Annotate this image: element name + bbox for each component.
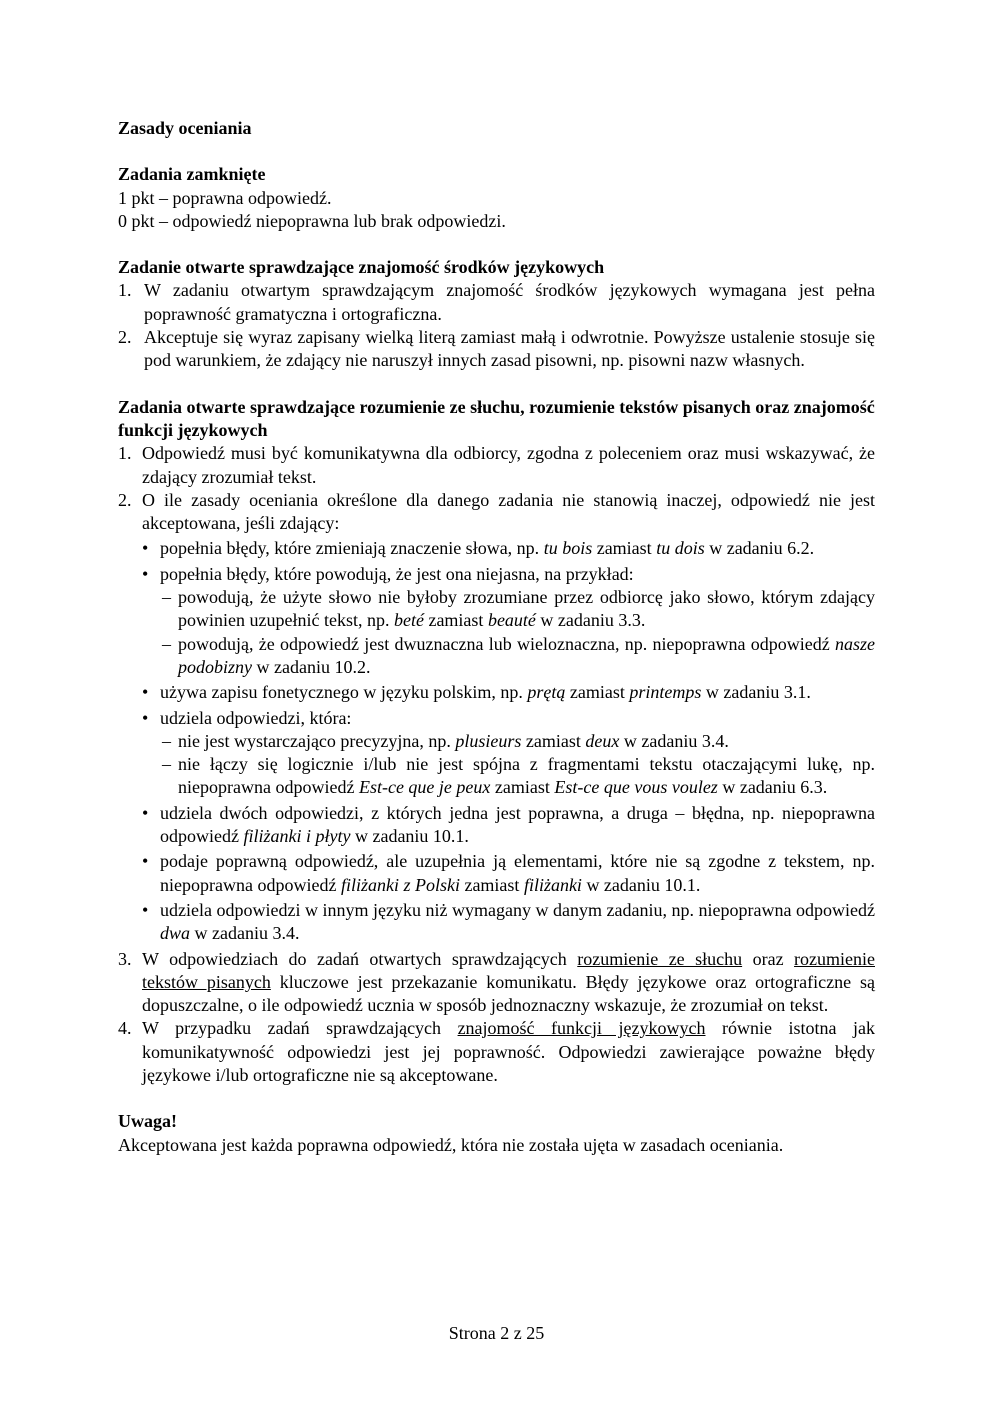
dash-item: – powodują, że odpowiedź jest dwuznaczna lub wieloznaczna, np. niepoprawna odpowiedź nasze podobizny w zadaniu 10.2.: [162, 633, 875, 677]
bullet-item: • udziela odpowiedzi w innym języku niż wymagany w danym zadaniu, np. niepoprawna odpowiedź dwa w zadaniu 3.4.: [142, 899, 875, 944]
note-heading: Uwaga!: [118, 1111, 177, 1132]
bullet-list: [142, 537, 875, 945]
dash-item: – nie łączy się logicznie i/lub nie jest spójna z fragmentami tekstu otaczającymi lukę, np. niepoprawna odpowiedź Est-ce que je peux zamiast Est-ce que vous voulez w zadaniu 6.3.: [162, 754, 875, 798]
bullet-item: • udziela dwóch odpowiedzi, z których jedna jest poprawna, a druga – błędna, np. niepoprawna odpowiedź filiżanki i płyty w zadaniu 10.1.: [142, 802, 875, 847]
bullet-item: • popełnia błędy, które powodują, że jest ona niejasna, na przykład: – powodują, że użyte słowo nie byłoby zrozumiane przez odbiorcę jako słowo, którym zdający powinien uzupełnić tekst, np. beté zamiast beauté w zadaniu 3.3. – powodują, że odpowiedź jest dwuznaczna lub wieloznaczna, np. niepoprawna odpowiedź nasze podobizny w zadaniu 10.2.: [142, 563, 875, 679]
list-item: 1. W zadaniu otwartym sprawdzającym znajomość środków językowych wymagana jest pełna poprawność gramatyczna i ortograficzna.: [118, 280, 875, 324]
open-lang-heading: Zadanie otwarte sprawdzające znajomość środków językowych: [118, 257, 605, 278]
open-rec-heading: Zadania otwarte sprawdzające rozumienie ze słuchu, rozumienie tekstów pisanych oraz znajomość funkcji językowych: [118, 396, 875, 440]
dash-list: [160, 586, 875, 679]
closed-line-2: 0 pkt – odpowiedź niepoprawna lub brak odpowiedzi.: [118, 210, 506, 231]
document-body: [118, 117, 875, 1157]
closed-line-1: 1 pkt – poprawna odpowiedź.: [118, 187, 332, 208]
page-footer: Strona 2 z 25: [448, 1323, 545, 1343]
open-lang-list: [118, 279, 875, 372]
note-text: Akceptowana jest każda poprawna odpowiedź, która nie została ujęta w zasadach oceniania.: [118, 1134, 784, 1155]
list-item: 3. W odpowiedziach do zadań otwartych sprawdzających rozumienie ze słuchu oraz rozumienie tekstów pisanych kluczowe jest przekazanie komunikatu. Błędy językowe oraz ortograficzne są dopuszczalne, o ile odpowiedź ucznia w sposób jednoznaczny wskazuje, że zrozumiał on tekst.: [118, 948, 875, 1016]
list-item: 2. Akceptuje się wyraz zapisany wielką literą zamiast małą i odwrotnie. Powyższe ustalenie stosuje się pod warunkiem, że zdający nie naruszył innych zasad pisowni, np. pisowni nazw własnych.: [118, 327, 875, 371]
list-item: 1. Odpowiedź musi być komunikatywna dla odbiorcy, zgodna z poleceniem oraz musi wskazywać, że zdający zrozumiał tekst.: [118, 443, 875, 487]
dash-item: – nie jest wystarczająco precyzyjna, np. plusieurs zamiast deux w zadaniu 3.4.: [162, 730, 729, 751]
open-rec-list: [118, 442, 875, 1087]
bullet-item: • popełnia błędy, które zmieniają znaczenie słowa, np. tu bois zamiast tu dois w zadaniu 6.2.: [142, 538, 815, 559]
list-item: 2. O ile zasady oceniania określone dla danego zadania nie stanowią inaczej, odpowiedź nie jest akceptowana, jeśli zdający: • popełnia błędy, które zmieniają znaczenie słowa, np. tu bois zamiast tu dois w zadaniu 6.2. • popełnia błędy, które powodują, że jest ona niejasna, na przykład: – powodują, że użyte słowo nie byłoby zrozumiane przez odbiorcę jako słowo, którym zdający powinien uzupełnić tekst, np. beté zamiast beauté w zadaniu 3.3. – powodują, że odpowiedź jest dwuznaczna lub wieloznaczna, np. niepoprawna odpowiedź nasze podobizny w zadaniu 10.2. • używa zapisu fonetycznego w języku polskim, np. prętą zamiast printemps w zadaniu 3.1. • udziela odpowiedzi, która: – nie jest wystarczająco precyzyjna, np. plusieurs zamiast deux w zadaniu 3.4. – nie łączy się logicznie i/lub nie jest spójna z fragmentami tekstu otaczającymi lukę, np. niepoprawna odpowiedź Est-ce que je peux zamiast Est-ce que vous voulez w zadaniu 6.3. • udziela dwóch odpowiedzi, z których jedna jest poprawna, a druga – błędna, np. niepoprawna odpowiedź filiżanki i płyty w zadaniu 10.1. • podaje poprawną odpowiedź, ale uzupełnia ją elementami, które nie są zgodne z tekstem, np. niepoprawna odpowiedź filiżanki z Polski zamiast filiżanki w zadaniu 10.1. • udziela odpowiedzi w innym języku niż wymagany w danym zadaniu, np. niepoprawna odpowiedź dwa w zadaniu 3.4.: [118, 489, 875, 946]
bullet-item: • używa zapisu fonetycznego w języku polskim, np. prętą zamiast printemps w zadaniu 3.1.: [142, 682, 811, 703]
bullet-item: • podaje poprawną odpowiedź, ale uzupełnia ją elementami, które nie są zgodne z tekstem, np. niepoprawna odpowiedź filiżanki z Polski zamiast filiżanki w zadaniu 10.1.: [142, 851, 875, 895]
dash-list: [160, 730, 875, 800]
closed-tasks-heading: Zadania zamknięte: [118, 164, 266, 185]
list-item: 4. W przypadku zadań sprawdzających znajomość funkcji językowych równie istotna jak komunikatywność odpowiedzi jest jej poprawność. Odpowiedzi zawierające poważne błędy językowe i/lub ortograficzne nie są akceptowane.: [118, 1018, 875, 1085]
dash-item: – powodują, że użyte słowo nie byłoby zrozumiane przez odbiorcę jako słowo, którym zdający powinien uzupełnić tekst, np. beté zamiast beauté w zadaniu 3.3.: [162, 587, 875, 631]
bullet-item: • udziela odpowiedzi, która: – nie jest wystarczająco precyzyjna, np. plusieurs zamiast deux w zadaniu 3.4. – nie łączy się logicznie i/lub nie jest spójna z fragmentami tekstu otaczającymi lukę, np. niepoprawna odpowiedź Est-ce que je peux zamiast Est-ce que vous voulez w zadaniu 6.3.: [142, 707, 875, 800]
page-title: Zasady oceniania: [118, 118, 252, 138]
